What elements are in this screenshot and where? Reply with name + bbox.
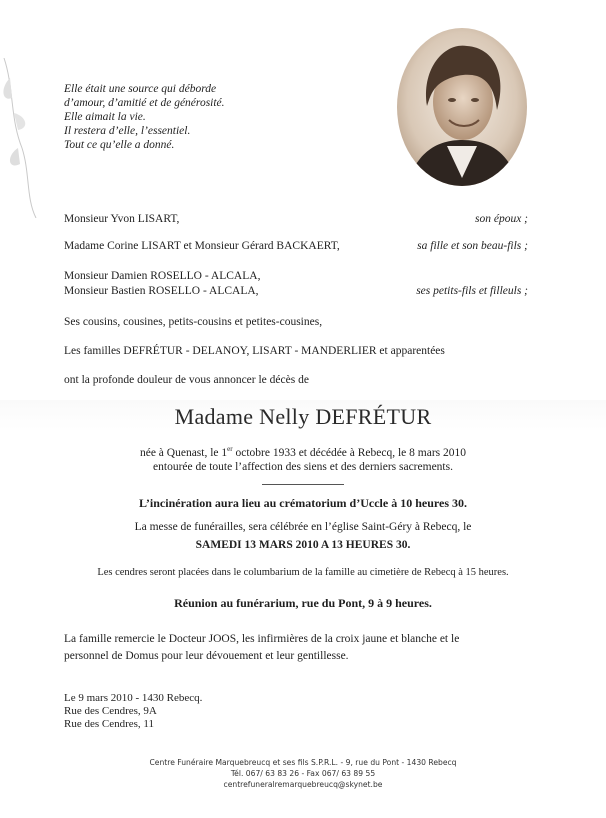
funeral-home-line: Centre Funéraire Marquebreucq et ses fils S.P.R.L. - 9, rue du Pont - 1430 Rebecq — [149, 758, 457, 767]
birth-text: née à Quenast, le 1 — [139, 446, 228, 459]
spouse-row — [64, 213, 528, 225]
leaf-decoration — [0, 58, 40, 218]
divider — [262, 484, 344, 485]
death-text: octobre 1933 et décédée à Rebecq, le 8 mars 2010 — [232, 446, 467, 459]
birth-death-line — [0, 445, 606, 459]
poem — [64, 82, 364, 152]
daughter-row — [64, 240, 528, 252]
spouse-relation: son époux ; — [474, 213, 528, 225]
poem-line: Il restera d’elle, l’essentiel. — [64, 125, 191, 137]
incineration-line: L’incinération aura lieu au crématorium d’Uccle à 10 heures 30. — [139, 496, 467, 510]
grandson-row-2 — [64, 285, 528, 297]
grandson-name: Monsieur Bastien ROSELLO - ALCALA, — [64, 285, 259, 297]
deceased-name — [0, 404, 606, 430]
grandsons-relation: ses petits-fils et filleuls ; — [416, 285, 528, 297]
poem-line: d’amour, d’amitié et de générosité. — [64, 97, 225, 109]
ordinal-suffix: er — [227, 445, 233, 453]
address-line: Le 9 mars 2010 - 1430 Rebecq. — [64, 692, 203, 704]
poem-line: Tout ce qu’elle a donné. — [64, 139, 175, 151]
funeral-home-email: centrefuneralremarquebreucq@skynet.be — [223, 780, 383, 789]
deceased-first-name: Madame Nelly — [174, 404, 310, 429]
grandson-name: Monsieur Damien ROSELLO - ALCALA, — [64, 270, 261, 282]
meeting-line: Réunion au funérarium, rue du Pont, 9 à 9 heures. — [174, 596, 432, 610]
deceased-last-name: DEFRÉTUR — [315, 404, 432, 429]
mass-line: La messe de funérailles, sera célébrée en l’église Saint-Géry à Rebecq, le — [134, 521, 472, 533]
surrounded-line: entourée de toute l’affection des siens et des derniers sacrements. — [153, 461, 453, 473]
poem-line: Elle aimait la vie. — [64, 111, 146, 123]
mass-date: SAMEDI 13 MARS 2010 A 13 HEURES 30. — [195, 539, 411, 551]
portrait-photo — [397, 28, 527, 186]
cousins-line: Ses cousins, cousines, petits-cousins et petites-cousines, — [64, 316, 323, 328]
thanks-line: La famille remercie le Docteur JOOS, les infirmières de la croix jaune et blanche et le — [64, 633, 460, 645]
funeral-home-phone: Tél. 067/ 63 83 26 - Fax 067/ 63 89 55 — [230, 769, 376, 778]
spouse-name: Monsieur Yvon LISART, — [64, 213, 180, 225]
daughter-name: Madame Corine LISART et Monsieur Gérard BACKAERT, — [64, 240, 340, 252]
families-line: Les familles DEFRÉTUR - DELANOY, LISART - MANDERLIER et apparentées — [64, 345, 445, 357]
address-line: Rue des Cendres, 11 — [64, 718, 155, 730]
thanks-line: personnel de Domus pour leur dévouement et leur gentillesse. — [64, 650, 349, 662]
announcement-line: ont la profonde douleur de vous annoncer le décès de — [64, 374, 309, 386]
poem-line: Elle était une source qui déborde — [64, 83, 217, 95]
address-line: Rue des Cendres, 9A — [64, 705, 157, 717]
grandson-row-1 — [64, 270, 528, 282]
ashes-line: Les cendres seront placées dans le columbarium de la famille au cimetière de Rebecq à 15 heures. — [97, 567, 509, 578]
daughter-relation: sa fille et son beau-fils ; — [417, 240, 528, 252]
